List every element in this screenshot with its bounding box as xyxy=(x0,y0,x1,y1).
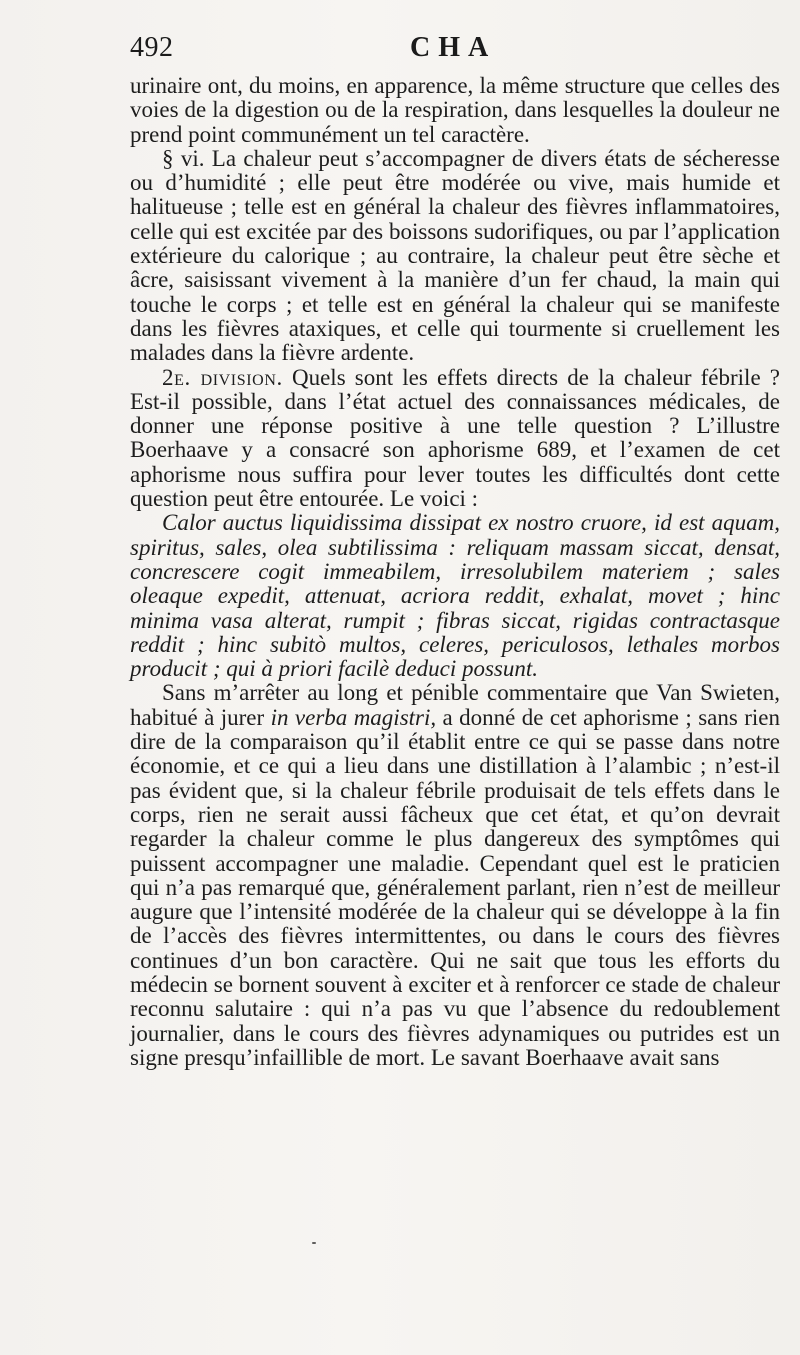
paragraph-4-start: Sans m’arrêter au long et pénible commentaire que Van Swieten, habitué à jurer xyxy=(130,680,780,730)
ink-speck xyxy=(312,1242,316,1244)
page-number: 492 xyxy=(130,32,174,63)
paragraph-3 xyxy=(130,366,780,512)
latin-quotation: Calor auctus liquidissima dissipat ex nostro cruore, id est aquam, spiritus, sales, olea subtilissima : reliquam massam siccat, densat, concrescere cogit immeabilem, irresolubilem materiem ; sales oleaque expedit, attenuat, acriora reddit, exhalat, movet ; hinc minima vasa alterat, rumpit ; fibras siccat, rigidas contractasque reddit ; hinc subitò multos, celeres, periculosos, lethales morbos producit ; qui à priori facilè deduci possunt. xyxy=(130,510,780,682)
paragraph-4-end: a donné de cet aphorisme ; sans rien dire de la comparaison qu’il établit entre ce qui se passe dans notre économie, et ce qui a lieu dans une distillation à l’alambic ; n’est-il pas évident que, si la chaleur fébrile produisait de tels effets dans le corps, rien ne serait aussi fâcheux que cet état, et qu’on devrait regarder la chaleur comme le plus dangereux des symptômes qui puissent accompagner une maladie. Cependant quel est le praticien qui n’a pas remarqué que, généralement parlant, rien n’est de meilleur augure que l’intensité modérée de la chaleur qui se développe à la fin de l’accès des fièvres intermittentes, ou dans le cours des fièvres continues d’un bon caractère. Qui ne sait que tous les efforts du médecin se bornent souvent à exciter et à renforcer ce stade de chaleur reconnu salutaire : qui n’a pas vu que l’absence du redoublement journalier, dans le cours des fièvres adynamiques ou putrides est un signe presqu’infaillible de mort. Le savant Boerhaave avait sans xyxy=(130,704,780,1070)
page-header xyxy=(130,32,780,68)
paragraph-1: urinaire ont, du moins, en apparence, la même structure que celles des voies de la digestion ou de la respiration, dans lesquelles la douleur ne prend point communément un tel caractère. xyxy=(130,73,780,147)
division-label: 2e. division. xyxy=(162,364,283,390)
running-head: CHA xyxy=(410,32,497,63)
paragraph-4-italic: in verba magistri, xyxy=(270,704,437,730)
body-text xyxy=(130,74,780,1070)
paragraph-3-text: Quels sont les effets directs de la chaleur fébrile ? Est-il possible, dans l’état actuel des connaissances médicales, de donner une réponse positive à une telle question ? L’illustre Boerhaave y a consacré son aphorisme 689, et l’examen de cet aphorisme nous suffira pour lever toutes les difficultés dont cette question peut être entourée. Le voici : xyxy=(130,364,780,512)
paragraph-2: § vi. La chaleur peut s’accompagner de divers états de sécheresse ou d’humidité ; elle peut être modérée ou vive, mais humide et halitueuse ; telle est en général la chaleur des fièvres inflammatoires, celle qui est excitée par des boissons sudorifiques, ou par l’application extérieure du calorique ; au contraire, la chaleur peut être sèche et âcre, saisissant vivement à la manière d’un fer chaud, la main qui touche le corps ; et telle est en général la chaleur qui se manifeste dans les fièvres ataxiques, et celle qui tourmente si cruellement les malades dans la fièvre ardente. xyxy=(130,145,780,366)
paragraph-4 xyxy=(130,681,780,1070)
